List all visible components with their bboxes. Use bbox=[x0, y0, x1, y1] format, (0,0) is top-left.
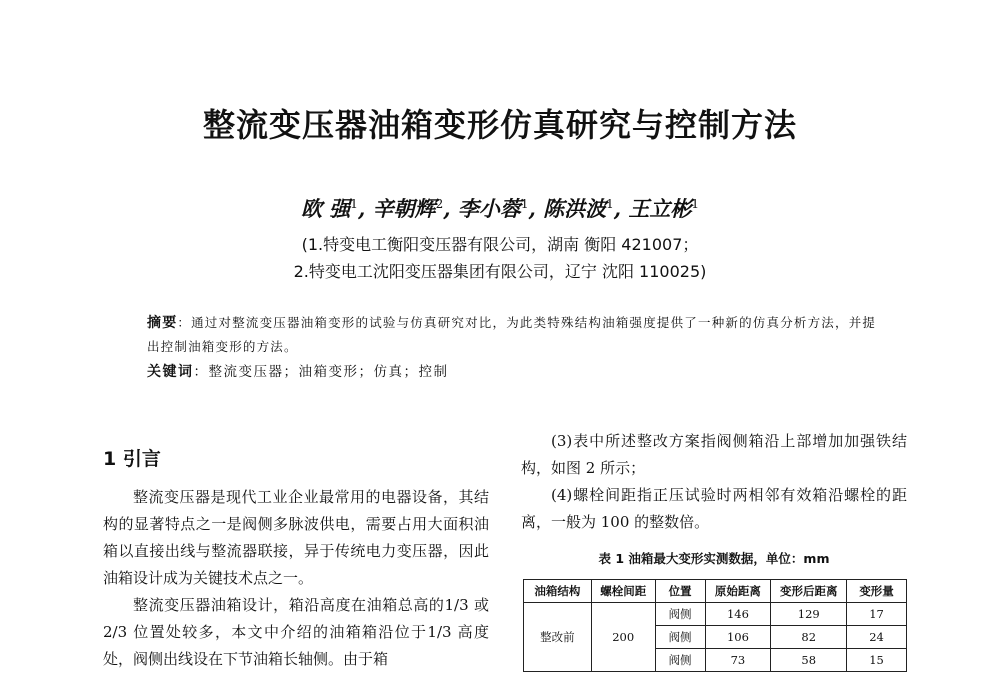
table-header: 油箱结构 bbox=[524, 580, 592, 603]
author-list: 欧 强$^1$, 辛朝辉$^2$, 李小蓉$^1$, 陈洪波$^1$, 王立彬$^1$ bbox=[300, 196, 699, 221]
section-heading: 1 引言 bbox=[103, 448, 161, 470]
table-row bbox=[524, 603, 907, 626]
table-cell: 106 bbox=[705, 626, 771, 649]
table-header-row bbox=[524, 580, 907, 603]
abstract bbox=[147, 311, 882, 359]
author-name: 陈洪波 bbox=[543, 196, 607, 221]
keywords-text: ：整流变压器；油箱变形；仿真；控制 bbox=[193, 364, 449, 380]
body-paragraph: (3)表中所述整改方案指阀侧箱沿上部增加加强铁结构，如图 2 所示； bbox=[521, 432, 907, 477]
table-cell: 73 bbox=[705, 649, 771, 672]
author-affiliation-mark: 1 bbox=[520, 197, 529, 211]
table-caption: 表 1 油箱最大变形实测数据，单位：mm bbox=[598, 551, 830, 566]
table-cell: 58 bbox=[771, 649, 847, 672]
author-name: 王立彬 bbox=[628, 196, 692, 221]
table-cell: 24 bbox=[847, 626, 907, 649]
table-cell: 阀侧 bbox=[655, 626, 705, 649]
body-paragraph: (4)螺栓间距指正压试验时两相邻有效箱沿螺栓的距离，一般为 100 的整数倍。 bbox=[521, 486, 907, 531]
author-affiliation-mark: 1 bbox=[691, 197, 699, 211]
left-column bbox=[103, 484, 489, 673]
table-cell: 17 bbox=[847, 603, 907, 626]
abstract-text: ：通过对整流变压器油箱变形的试验与仿真研究对比，为此类特殊结构油箱强度提供了一种新的仿真分析方法，并提出控制油箱变形的方法。 bbox=[147, 315, 877, 354]
table-cell: 129 bbox=[771, 603, 847, 626]
author-affiliation-mark: 1 bbox=[606, 197, 614, 211]
table-cell: 阀侧 bbox=[655, 603, 705, 626]
keywords bbox=[147, 360, 449, 381]
author-name: 辛朝辉 bbox=[372, 196, 436, 221]
abstract-label: 摘要 bbox=[147, 315, 178, 331]
author-affiliation-mark: 1 bbox=[350, 197, 358, 211]
paper-title: 整流变压器油箱变形仿真研究与控制方法 bbox=[202, 106, 797, 144]
body-paragraph: 整流变压器油箱设计，箱沿高度在油箱总高的1/3 或 2/3 位置处较多，本文中介绍的油箱箱沿位于1/3 高度处，阀侧出线设在下节油箱长轴侧。由于箱 bbox=[103, 596, 489, 668]
affiliation-2: 2.特变电工沈阳变压器集团有限公司，辽宁 沈阳 110025) bbox=[293, 262, 707, 281]
table-header: 位置 bbox=[655, 580, 705, 603]
table-header: 变形量 bbox=[847, 580, 907, 603]
table-cell: 146 bbox=[705, 603, 771, 626]
deformation-table bbox=[523, 579, 907, 672]
table-header: 原始距离 bbox=[705, 580, 771, 603]
affiliation-1: (1.特变电工衡阳变压器有限公司，湖南 衡阳 421007； bbox=[301, 235, 699, 254]
author-name: 欧 强 bbox=[300, 196, 351, 221]
right-column bbox=[521, 428, 907, 536]
body-paragraph: 整流变压器是现代工业企业最常用的电器设备，其结构的显著特点之一是阀侧多脉波供电，需要占用大面积油箱以直接出线与整流器联接，异于传统电力变压器，因此油箱设计成为关键技术点之一。 bbox=[103, 488, 489, 587]
table-cell: 阀侧 bbox=[655, 649, 705, 672]
table-header: 变形后距离 bbox=[771, 580, 847, 603]
author-affiliation-mark: 2 bbox=[435, 197, 444, 211]
keywords-label: 关键词 bbox=[147, 364, 194, 380]
table-header: 螺栓间距 bbox=[591, 580, 655, 603]
table-cell-bolt-spacing: 200 bbox=[591, 603, 655, 672]
table-cell-structure: 整改前 bbox=[524, 603, 592, 672]
table-cell: 15 bbox=[847, 649, 907, 672]
author-name: 李小蓉 bbox=[457, 196, 521, 221]
table-cell: 82 bbox=[771, 626, 847, 649]
